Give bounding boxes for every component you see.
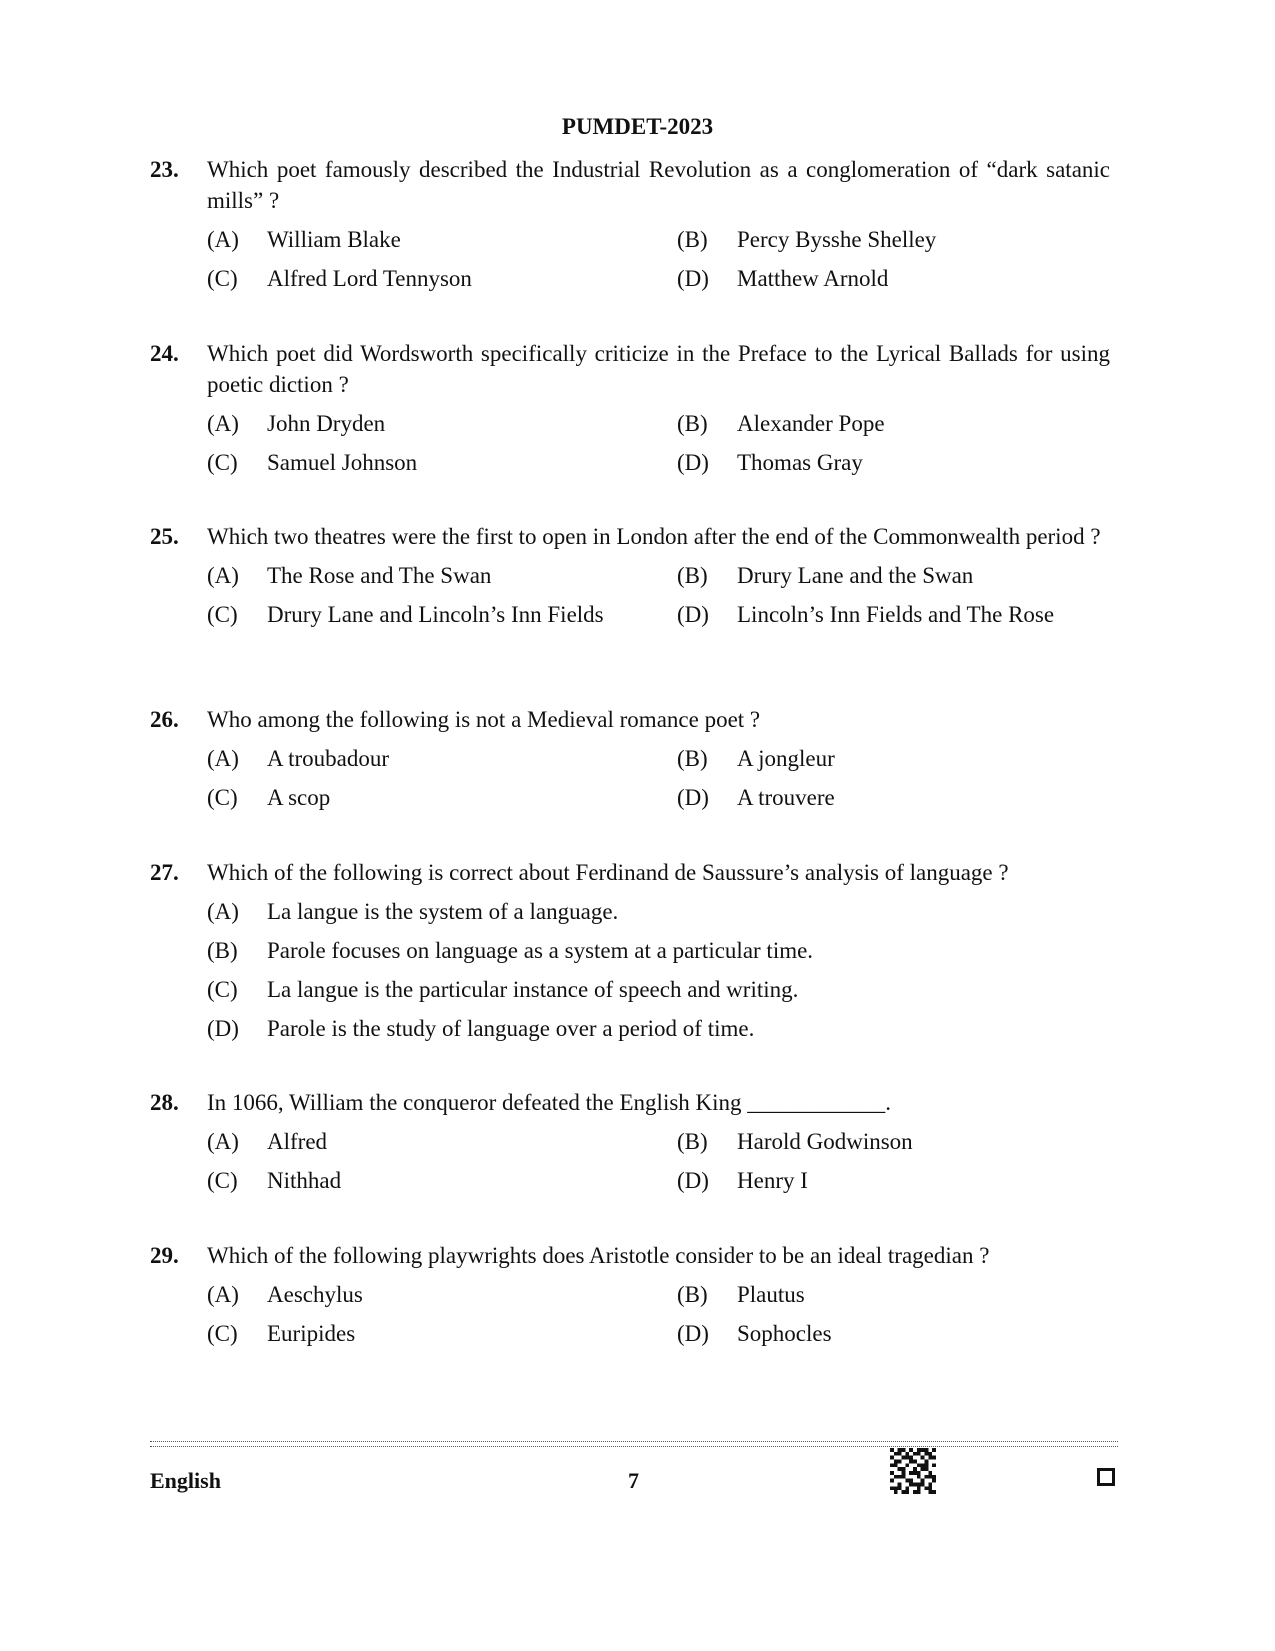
option-label: (A): [207, 899, 239, 924]
option-a: [207, 408, 677, 439]
option-text: Alfred: [267, 1129, 328, 1154]
option-label: (B): [677, 227, 708, 252]
question-text: Which poet did Wordsworth specifically criticize in the Preface to the Lyrical Ballads for using poetic diction ?: [207, 341, 1110, 397]
option-text: Sophocles: [737, 1321, 832, 1346]
question-27: [150, 857, 1110, 1044]
option-text: A trouvere: [737, 785, 835, 810]
option-a: [207, 1279, 677, 1310]
options-grid: [207, 1279, 1110, 1349]
option-c: [207, 599, 677, 630]
option-c: [207, 974, 1110, 1005]
option-label: (B): [677, 411, 708, 436]
option-a: [207, 743, 677, 774]
option-d: [677, 1165, 1157, 1196]
page-number: 7: [628, 1468, 639, 1493]
option-label: (D): [207, 1016, 239, 1041]
option-label: (D): [677, 450, 709, 475]
option-text: John Dryden: [267, 411, 386, 436]
question-number: 28.: [150, 1090, 179, 1115]
option-d: [677, 782, 1157, 813]
option-text: Plautus: [737, 1282, 805, 1307]
question-24: [150, 338, 1110, 478]
footer-divider: [150, 1441, 1118, 1447]
option-text: Nithhad: [267, 1168, 342, 1193]
option-text: Percy Bysshe Shelley: [737, 227, 937, 252]
question-text: Which two theatres were the first to open in London after the end of the Commonwealth period ?: [207, 524, 1101, 549]
option-text: Parole focuses on language as a system at a particular time.: [267, 938, 814, 963]
option-label: (C): [207, 977, 238, 1002]
option-label: (A): [207, 563, 239, 588]
option-text: Thomas Gray: [737, 450, 863, 475]
option-c: [207, 447, 677, 478]
option-text: La langue is the particular instance of speech and writing.: [267, 977, 799, 1002]
option-label: (A): [207, 746, 239, 771]
option-label: (A): [207, 411, 239, 436]
question-number: 24.: [150, 341, 179, 366]
option-a: [207, 1126, 677, 1157]
option-b: [677, 1279, 1157, 1310]
option-label: (B): [677, 1282, 708, 1307]
square-marker-icon: [1097, 1468, 1115, 1486]
question-text: Who among the following is not a Medieval romance poet ?: [207, 707, 761, 732]
option-a: [207, 560, 677, 591]
option-text: La langue is the system of a language.: [267, 899, 619, 924]
option-label: (D): [677, 1168, 709, 1193]
question-number: 29.: [150, 1243, 179, 1268]
question-text: Which of the following playwrights does Aristotle consider to be an ideal tragedian ?: [207, 1243, 990, 1268]
question-number: 23.: [150, 157, 179, 182]
qr-code-icon: [890, 1448, 936, 1494]
option-b: [677, 224, 1157, 255]
options-list: [207, 896, 1110, 1044]
option-b: [677, 1126, 1157, 1157]
option-d: [677, 263, 1157, 294]
options-grid: [207, 408, 1110, 478]
option-text: The Rose and The Swan: [267, 563, 492, 588]
option-label: (C): [207, 266, 238, 291]
option-text: Harold Godwinson: [737, 1129, 913, 1154]
option-b: [677, 743, 1157, 774]
option-b: [677, 408, 1157, 439]
question-number: 26.: [150, 707, 179, 732]
option-text: A jongleur: [737, 746, 835, 771]
options-grid: [207, 224, 1110, 294]
option-label: (B): [207, 938, 238, 963]
question-29: [150, 1240, 1110, 1349]
option-label: (D): [677, 266, 709, 291]
option-text: Henry I: [737, 1168, 808, 1193]
question-text: In 1066, William the conqueror defeated the English King ____________.: [207, 1090, 892, 1115]
option-label: (B): [677, 563, 708, 588]
question-number: 25.: [150, 524, 179, 549]
option-label: (A): [207, 1129, 239, 1154]
page-title: PUMDET-2023: [561, 114, 714, 139]
option-d: [207, 1013, 1110, 1044]
option-text: Parole is the study of language over a period of time.: [267, 1016, 755, 1041]
option-text: Samuel Johnson: [267, 450, 418, 475]
option-text: Matthew Arnold: [737, 266, 889, 291]
options-grid: [207, 560, 1110, 630]
question-text: Which poet famously described the Industrial Revolution as a conglomeration of “dark satanic mills” ?: [207, 157, 1110, 213]
option-b: [207, 935, 1110, 966]
option-label: (A): [207, 227, 239, 252]
option-label: (C): [207, 1168, 238, 1193]
option-label: (C): [207, 602, 238, 627]
option-text: Drury Lane and the Swan: [737, 563, 974, 588]
option-text: Euripides: [267, 1321, 356, 1346]
question-number: 27.: [150, 860, 179, 885]
option-text: Alfred Lord Tennyson: [267, 266, 472, 291]
option-label: (B): [677, 1129, 708, 1154]
option-text: Alexander Pope: [737, 411, 885, 436]
question-28: [150, 1087, 1110, 1196]
option-a: [207, 896, 1110, 927]
option-text: William Blake: [267, 227, 401, 252]
option-b: [677, 560, 1157, 591]
option-label: (D): [677, 602, 709, 627]
options-grid: [207, 1126, 1110, 1196]
option-text: A scop: [267, 785, 331, 810]
option-label: (C): [207, 450, 238, 475]
option-a: [207, 224, 677, 255]
option-c: [207, 263, 677, 294]
option-label: (D): [677, 785, 709, 810]
option-label: (D): [677, 1321, 709, 1346]
option-text: Lincoln’s Inn Fields and The Rose: [737, 602, 1055, 627]
option-label: (C): [207, 785, 238, 810]
options-grid: [207, 743, 1110, 813]
question-26: [150, 704, 1110, 813]
option-c: [207, 782, 677, 813]
question-25: [150, 521, 1110, 630]
option-c: [207, 1318, 677, 1349]
option-text: Drury Lane and Lincoln’s Inn Fields: [267, 602, 604, 627]
option-c: [207, 1165, 677, 1196]
option-d: [677, 447, 1157, 478]
option-label: (A): [207, 1282, 239, 1307]
footer-subject: English: [150, 1468, 221, 1493]
question-23: [150, 154, 1110, 294]
option-text: A troubadour: [267, 746, 390, 771]
option-d: [677, 1318, 1157, 1349]
option-text: Aeschylus: [267, 1282, 363, 1307]
option-label: (C): [207, 1321, 238, 1346]
question-text: Which of the following is correct about Ferdinand de Saussure’s analysis of language ?: [207, 860, 1009, 885]
option-label: (B): [677, 746, 708, 771]
option-d: [677, 599, 1157, 630]
